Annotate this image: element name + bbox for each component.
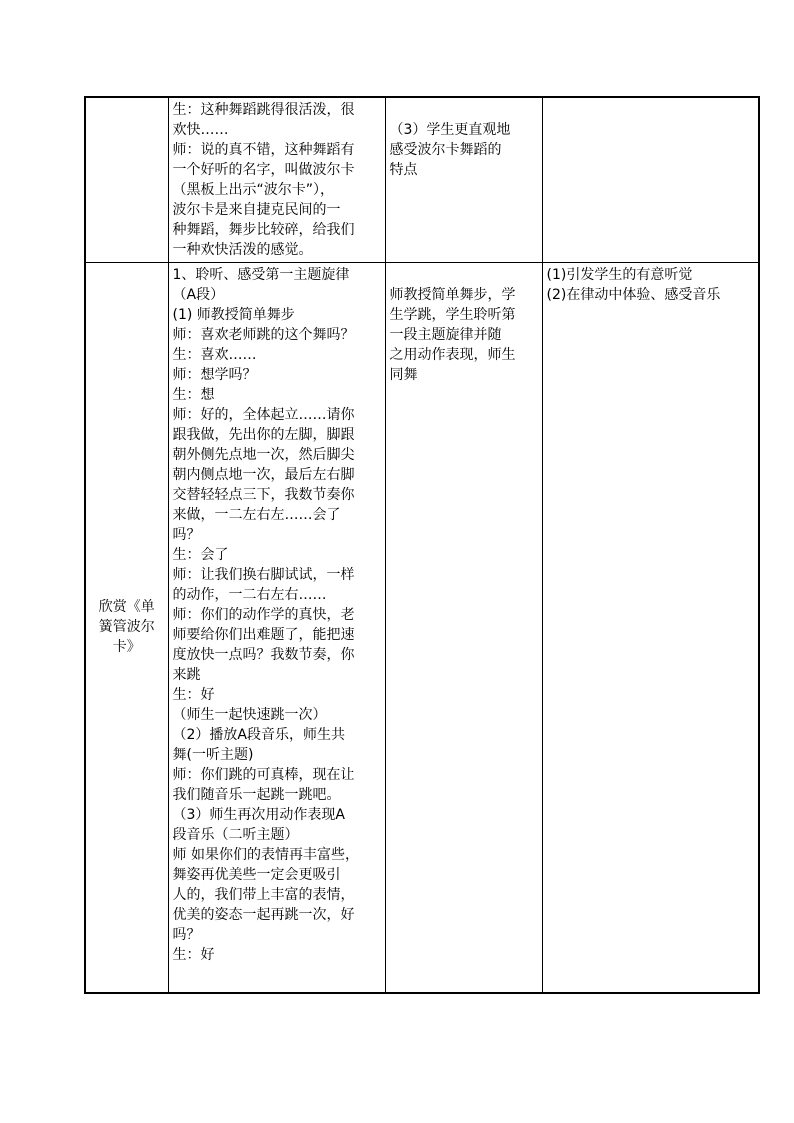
section-cell — [85, 97, 168, 263]
text-line: 生：会了 — [172, 547, 229, 563]
text-line: 来跳 — [172, 667, 201, 683]
text-line: 生：好 — [172, 947, 215, 963]
text-line: 的动作，一二右左右…… — [172, 587, 327, 603]
text-line: 生：喜欢…… — [172, 347, 257, 363]
text-line: （3）师生再次用动作表现A — [172, 807, 345, 823]
text-line: 一段主题旋律并随 — [389, 327, 502, 343]
text-line: 一个好听的名字，叫做波尔卡 — [172, 162, 355, 178]
section-cell — [85, 263, 168, 993]
text-line: 同舞 — [389, 367, 418, 383]
text-line: （黑板上出示“波尔卡”）， — [172, 182, 335, 198]
text-line: 来做，一二左右左……会了 — [172, 507, 341, 523]
text-line: 师教授简单舞步，学 — [389, 287, 516, 303]
text-line: 朝内侧点地一次，最后左右脚 — [172, 467, 355, 483]
text-line: 师：说的真不错，这种舞蹈有 — [172, 142, 355, 158]
text-line: 舞姿再优美些一定会更吸引 — [172, 867, 341, 883]
text-line: 波尔卡是来自捷克民间的一 — [172, 202, 341, 218]
text-line: 舞(一听主题) — [172, 747, 254, 763]
text-line: (2)在律动中体验、感受音乐 — [546, 287, 721, 303]
activity-cell — [385, 97, 542, 263]
text-line: 我们随音乐一起跳一跳吧。 — [172, 787, 341, 803]
text-line: 人的，我们带上丰富的表情， — [172, 887, 355, 903]
text-line: 交替轻轻点三下，我数节奏你 — [172, 487, 355, 503]
process-cell — [168, 263, 385, 993]
text-line: （师生一起快速跳一次） — [172, 707, 327, 723]
text-line: 师：你们跳的可真棒，现在让 — [172, 767, 355, 783]
text-line: (1) 师教授简单舞步 — [172, 307, 295, 323]
section-title: 簧管波尔 — [98, 619, 155, 636]
table-row — [85, 263, 759, 993]
text-line: 师：想学吗？ — [172, 367, 257, 383]
text-line: 种舞蹈，舞步比较碎，给我们 — [172, 222, 355, 238]
text-line: 跟我做，先出你的左脚，脚跟 — [172, 427, 355, 443]
text-line: 师 如果你们的表情再丰富些， — [172, 847, 359, 863]
intent-cell — [542, 97, 759, 263]
lesson-plan-table — [84, 96, 760, 994]
text-line: (1)引发学生的有意听觉 — [546, 267, 693, 283]
table-row — [85, 97, 759, 263]
text-line: 生：这种舞蹈跳得很活泼，很 — [172, 102, 355, 118]
text-line: 度放快一点吗？我数节奏，你 — [172, 647, 355, 663]
text-line: （3）学生更直观地 — [389, 122, 511, 138]
text-line: 感受波尔卡舞蹈的 — [389, 142, 502, 158]
text-line: 吗？ — [172, 527, 201, 543]
section-title: 欣赏《单 — [98, 599, 155, 616]
text-line: 生：好 — [172, 687, 215, 703]
process-cell — [168, 97, 385, 263]
text-line: 师：好的，全体起立……请你 — [172, 407, 355, 423]
text-line: 之用动作表现，师生 — [389, 347, 516, 363]
text-line: 段音乐（二听主题） — [172, 827, 299, 843]
text-line: 特点 — [389, 162, 418, 178]
text-line: 优美的姿态一起再跳一次，好 — [172, 907, 355, 923]
text-line: （A段） — [172, 287, 225, 303]
text-line: 师要给你们出难题了，能把速 — [172, 627, 355, 643]
text-line: 一种欢快活泼的感觉。 — [172, 242, 313, 258]
text-line: 师：你们的动作学的真快，老 — [172, 607, 355, 623]
text-line: 师：让我们换右脚试试，一样 — [172, 567, 355, 583]
section-title: 卡》 — [112, 639, 141, 656]
text-line: 师：喜欢老师跳的这个舞吗？ — [172, 327, 355, 343]
text-line: 生：想 — [172, 387, 215, 403]
text-line: 生学跳，学生聆听第 — [389, 307, 516, 323]
text-line: 吗？ — [172, 927, 201, 943]
text-line: 欢快…… — [172, 122, 229, 138]
text-line: 朝外侧先点地一次，然后脚尖 — [172, 447, 355, 463]
intent-cell — [542, 263, 759, 993]
text-line: （2）播放A段音乐，师生共 — [172, 727, 345, 743]
activity-cell — [385, 263, 542, 993]
text-line: 1、聆听、感受第一主题旋律 — [172, 267, 350, 283]
